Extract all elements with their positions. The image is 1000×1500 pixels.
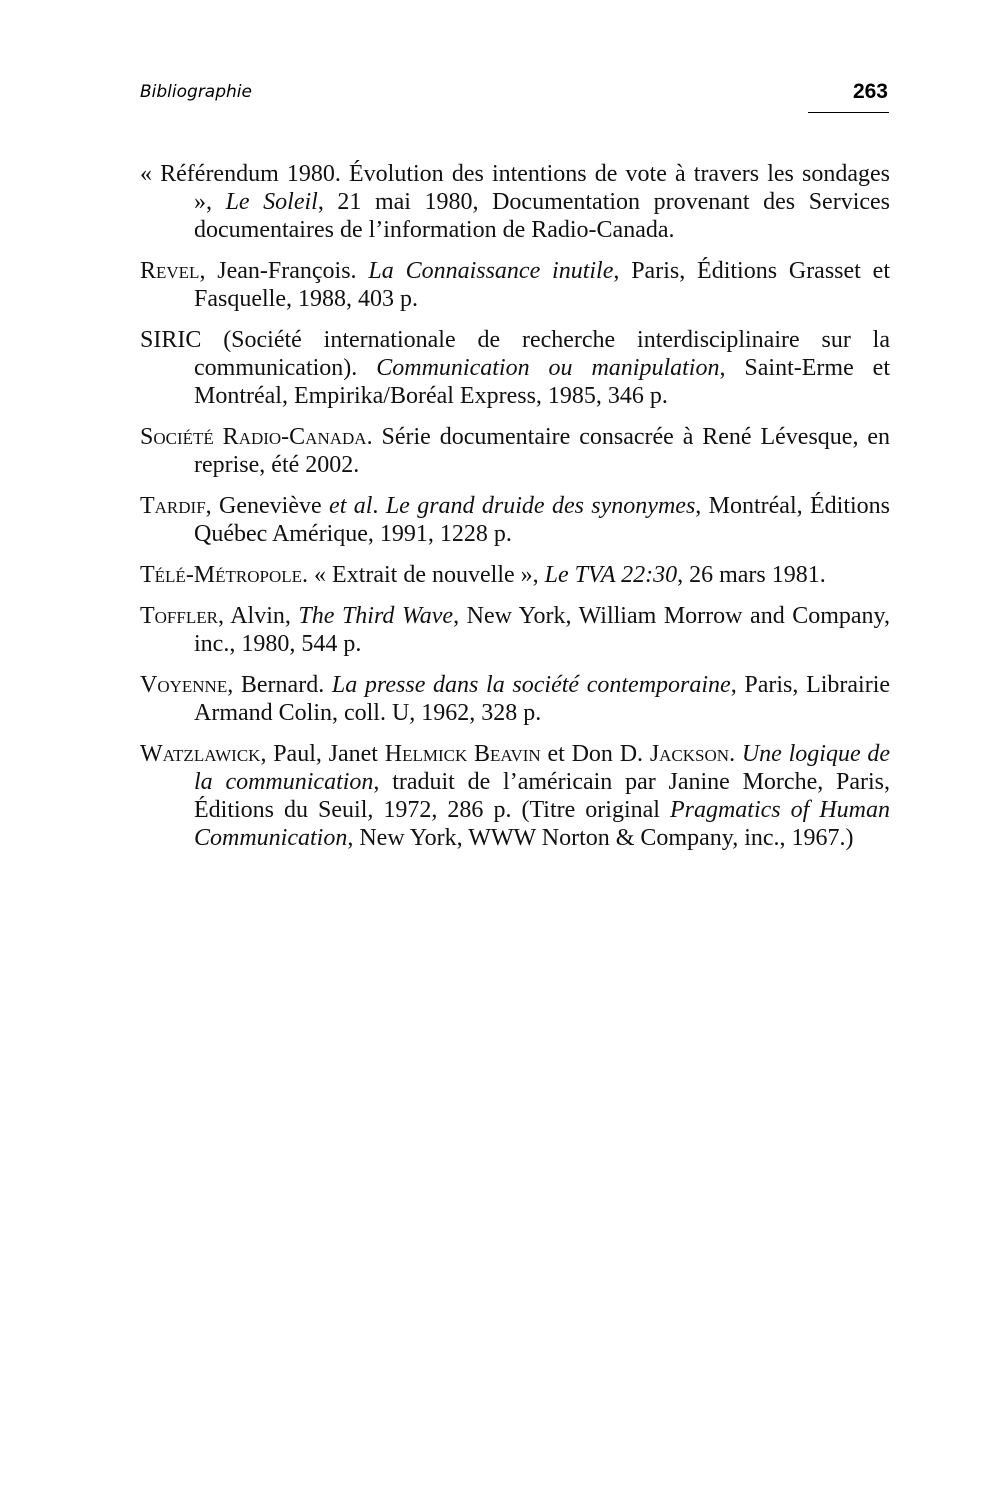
entry-author: Télé-Métropole (140, 562, 303, 588)
entry-text: , Bernard. (227, 672, 332, 698)
entry-text: . Série documentaire consacrée à René Lévesque, en reprise, été 2002. (194, 424, 890, 478)
entry-author: Watzlawick (140, 741, 261, 767)
bibliography-entry (140, 492, 890, 548)
entry-original-title: Pragmatics of Human Communication (194, 797, 890, 851)
entry-text: . (372, 493, 386, 519)
entry-text: , Saint-Erme et Montréal, Empirika/Boréal Express, 1985, 346 p. (194, 355, 890, 409)
bibliography-entry (140, 671, 890, 727)
entry-text: SIRIC (Société internationale de recherche interdisciplinaire sur la communication). (140, 327, 890, 381)
entry-title: La Connaissance inutile (368, 258, 614, 284)
entry-text: , Paul, Janet (260, 741, 385, 767)
entry-text: , traduit de l’américain par Janine Morche, Paris, Éditions du Seuil, 1972, 286 p. (Titre original (194, 769, 890, 823)
entry-title: Une logique de la communication (194, 741, 891, 795)
entry-title: Le Soleil (225, 189, 318, 215)
bibliography-entry (140, 160, 890, 244)
entry-title: La presse dans la société contemporaine (331, 672, 731, 698)
bibliography-list (140, 160, 890, 852)
entry-text: et Don D. (540, 741, 650, 767)
bibliography-entry (140, 740, 890, 852)
bibliography-entry (140, 602, 890, 658)
running-title: Bibliographie (140, 82, 252, 102)
entry-title: Le grand druide des synonymes (385, 493, 696, 519)
bibliography-entry (140, 423, 890, 479)
entry-text: . « Extrait de nouvelle », (302, 562, 545, 588)
entry-text: , 26 mars 1981. (677, 562, 826, 588)
entry-text: , Paris, Éditions Grasset et Fasquelle, 1988, 403 p. (194, 258, 890, 312)
entry-text: « Référendum 1980. Évolution des intentions de vote à travers les sondages », (140, 161, 890, 215)
entry-author: Tardif (140, 493, 206, 519)
entry-title: Communication ou manipulation (376, 355, 720, 381)
entry-etal: et al (329, 493, 373, 519)
entry-author: Toffler (140, 603, 218, 629)
entry-text: , 21 mai 1980, Documentation provenant des Services documentaires de l’information de Radio-Canada. (194, 189, 891, 243)
bibliography-entry (140, 257, 890, 313)
entry-text: , Paris, Librairie Armand Colin, coll. U, 1962, 328 p. (194, 672, 891, 726)
entry-text: , Alvin, (217, 603, 299, 629)
entry-title: Le TVA 22:30 (544, 562, 678, 588)
entry-author: Helmick Beavin (384, 741, 541, 767)
entry-author: Société Radio-Canada (140, 424, 367, 450)
entry-author: Voyenne (140, 672, 228, 698)
entry-text: , Jean-François. (199, 258, 369, 284)
bibliography-entry (140, 561, 890, 589)
entry-text: . (729, 741, 742, 767)
entry-text: , Geneviève (205, 493, 330, 519)
header-rule (808, 112, 889, 113)
bibliography-entry (140, 326, 890, 410)
entry-text: , Montréal, Éditions Québec Amérique, 1991, 1228 p. (194, 493, 891, 547)
entry-author: Revel (140, 258, 200, 284)
page-number: 263 (852, 80, 888, 103)
entry-text: , New York, William Morrow and Company, inc., 1980, 544 p. (194, 603, 891, 657)
entry-text: , New York, WWW Norton & Company, inc., 1967.) (347, 825, 854, 851)
entry-title: The Third Wave (298, 603, 454, 629)
entry-author: Jackson (649, 741, 730, 767)
